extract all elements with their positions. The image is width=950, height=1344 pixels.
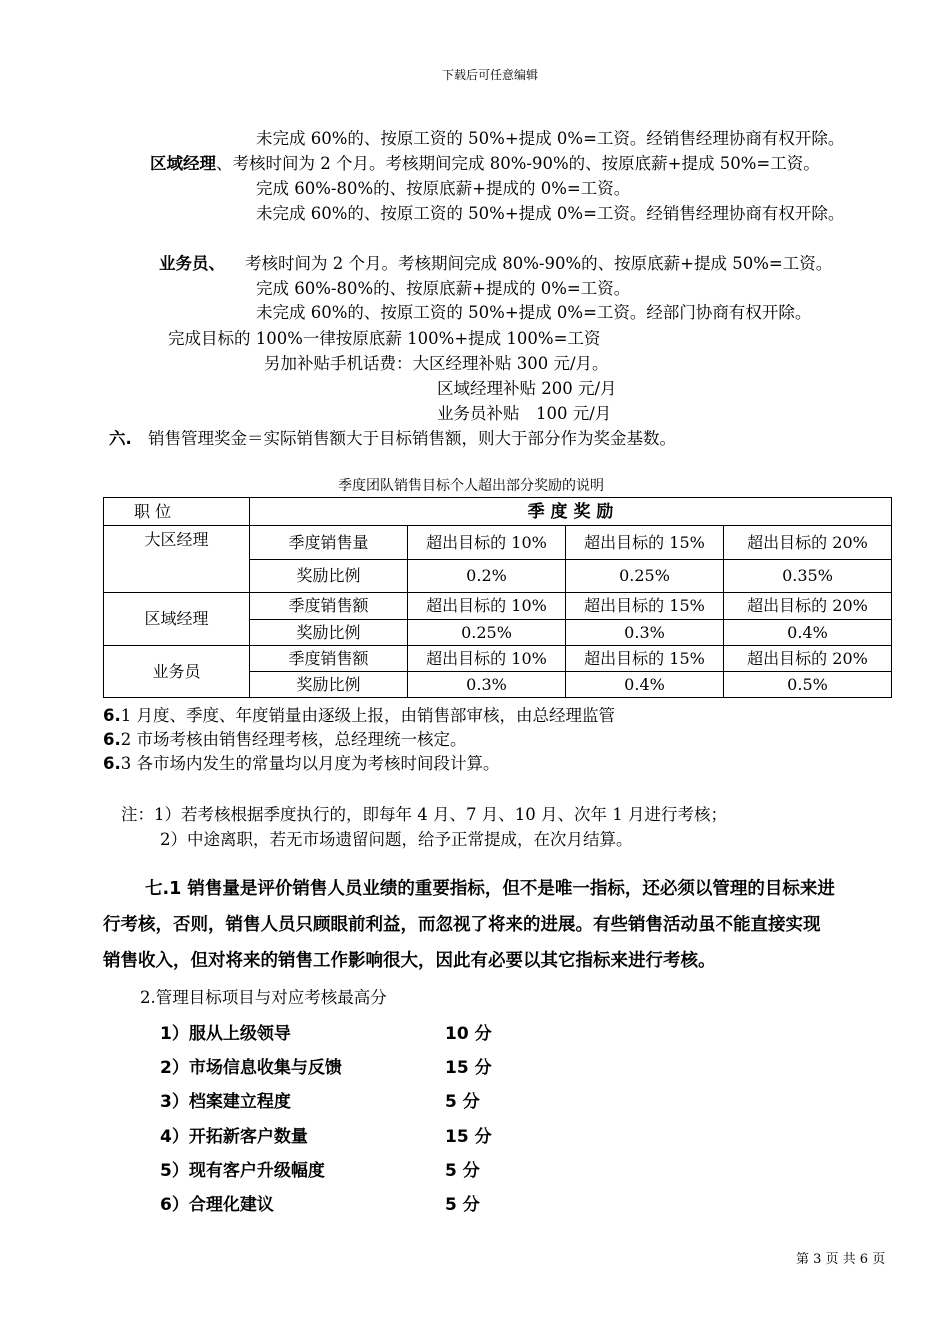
metric-cell: 超出目标的 20% [724,646,892,672]
page-header: 下载后可任意编辑 [442,68,539,82]
position-cell: 区域经理 [104,593,250,646]
regional-manager-title: 区域经理 [150,154,216,173]
management-item-label: 3）档案建立程度 [160,1092,291,1112]
ratio-cell: 0.25% [408,620,566,646]
paragraph-line: 未完成 60%的、按原工资的 50%+提成 0%=工资。经部门协商有权开除。 [256,303,812,322]
management-item-score: 5 分 [445,1161,480,1181]
section-6-heading: 六. [109,429,132,448]
management-item-score: 5 分 [445,1195,480,1215]
management-item-label: 6）合理化建议 [160,1195,274,1215]
metric-label-cell: 季度销售额 [250,593,408,620]
metric-label-cell: 季度销售额 [250,646,408,672]
metric-cell: 超出目标的 10% [408,526,566,560]
metric-cell: 超出目标的 20% [724,593,892,620]
full-target-line: 完成目标的 100%一律按原底薪 100%+提成 100%=工资 [168,329,601,348]
bonus-table [103,497,892,698]
management-item-label: 4）开拓新客户数量 [160,1127,308,1147]
metric-cell: 超出目标的 10% [408,646,566,672]
ratio-cell: 0.3% [408,672,566,698]
table-row [104,646,892,672]
header-position: 职 位 [104,498,250,526]
note-line: 2）中途离职，若无市场遗留问题，给予正常提成，在次月结算。 [160,830,633,849]
salesperson-title: 业务员、 [159,254,225,273]
header-bonus: 季 度 奖 励 [250,498,892,526]
clause-6-2: 6.2 市场考核由销售经理考核，总经理统一核定。 [103,730,467,749]
metric-cell: 超出目标的 15% [566,526,724,560]
table-row [104,593,892,620]
ratio-cell: 0.4% [566,672,724,698]
management-item-score: 15 分 [445,1127,492,1147]
management-item-score: 15 分 [445,1058,492,1078]
salesperson-text: 考核时间为 2 个月。考核期间完成 80%-90%的、按原底薪+提成 50%=工资。 [245,254,833,273]
regional-manager-rule [150,150,820,174]
note-line: 注：1）若考核根据季度执行的，即每年 4 月、7 月、10 月、次年 1 月进行考核； [121,805,727,824]
subsidy-line: 区域经理补贴 200 元/月 [437,379,617,398]
table-caption: 季度团队销售目标个人超出部分奖励的说明 [338,478,604,494]
ratio-cell: 0.3% [566,620,724,646]
section-6-text: 销售管理奖金＝实际销售额大于目标销售额，则大于部分作为奖金基数。 [148,429,676,448]
section-7-para-line: 行考核，否则，销售人员只顾眼前利益，而忽视了将来的进展。有些销售活动虽不能直接实现 [103,915,821,935]
ratio-cell: 0.2% [408,560,566,593]
regional-manager-text: 、考核时间为 2 个月。考核期间完成 80%-90%的、按原底薪+提成 50%=工资。 [216,154,820,173]
metric-label-cell: 季度销售量 [250,526,408,560]
subsidy-line: 业务员补贴 100 元/月 [437,404,612,423]
table-row [104,526,892,560]
ratio-cell: 0.35% [724,560,892,593]
ratio-label-cell: 奖励比例 [250,672,408,698]
ratio-cell: 0.25% [566,560,724,593]
management-item-score: 5 分 [445,1092,480,1112]
section-7-para-line: 七.1 销售量是评价销售人员业绩的重要指标，但不是唯一指标，还必须以管理的目标来进 [145,879,835,899]
paragraph-line: 未完成 60%的、按原工资的 50%+提成 0%=工资。经销售经理协商有权开除。 [256,204,845,223]
clause-6-1: 6.1 月度、季度、年度销量由逐级上报，由销售部审核，由总经理监管 [103,706,615,725]
ratio-label-cell: 奖励比例 [250,620,408,646]
metric-cell: 超出目标的 15% [566,593,724,620]
subsidy-line: 另加补贴手机话费：大区经理补贴 300 元/月。 [264,354,609,373]
table-header-row [104,498,892,526]
section-7-subtitle: 2.管理目标项目与对应考核最高分 [140,988,387,1007]
metric-cell: 超出目标的 20% [724,526,892,560]
management-item-label: 5）现有客户升级幅度 [160,1161,325,1181]
ratio-label-cell: 奖励比例 [250,560,408,593]
ratio-cell: 0.5% [724,672,892,698]
ratio-cell: 0.4% [724,620,892,646]
position-cell: 大区经理 [104,526,250,593]
paragraph-line: 未完成 60%的、按原工资的 50%+提成 0%=工资。经销售经理协商有权开除。 [256,129,845,148]
management-item-label: 2）市场信息收集与反馈 [160,1058,342,1078]
management-item-score: 10 分 [445,1024,492,1044]
section-7-para-line: 销售收入，但对将来的销售工作影响很大，因此有必要以其它指标来进行考核。 [103,951,716,971]
paragraph-line: 完成 60%-80%的、按原底薪+提成的 0%=工资。 [256,179,631,198]
metric-cell: 超出目标的 10% [408,593,566,620]
paragraph-line: 完成 60%-80%的、按原底薪+提成的 0%=工资。 [256,279,631,298]
metric-cell: 超出目标的 15% [566,646,724,672]
position-cell: 业务员 [104,646,250,698]
page-number: 第 3 页 共 6 页 [796,1252,886,1267]
clause-6-3: 6.3 各市场内发生的常量均以月度为考核时间段计算。 [103,754,500,773]
management-item-label: 1）服从上级领导 [160,1024,291,1044]
